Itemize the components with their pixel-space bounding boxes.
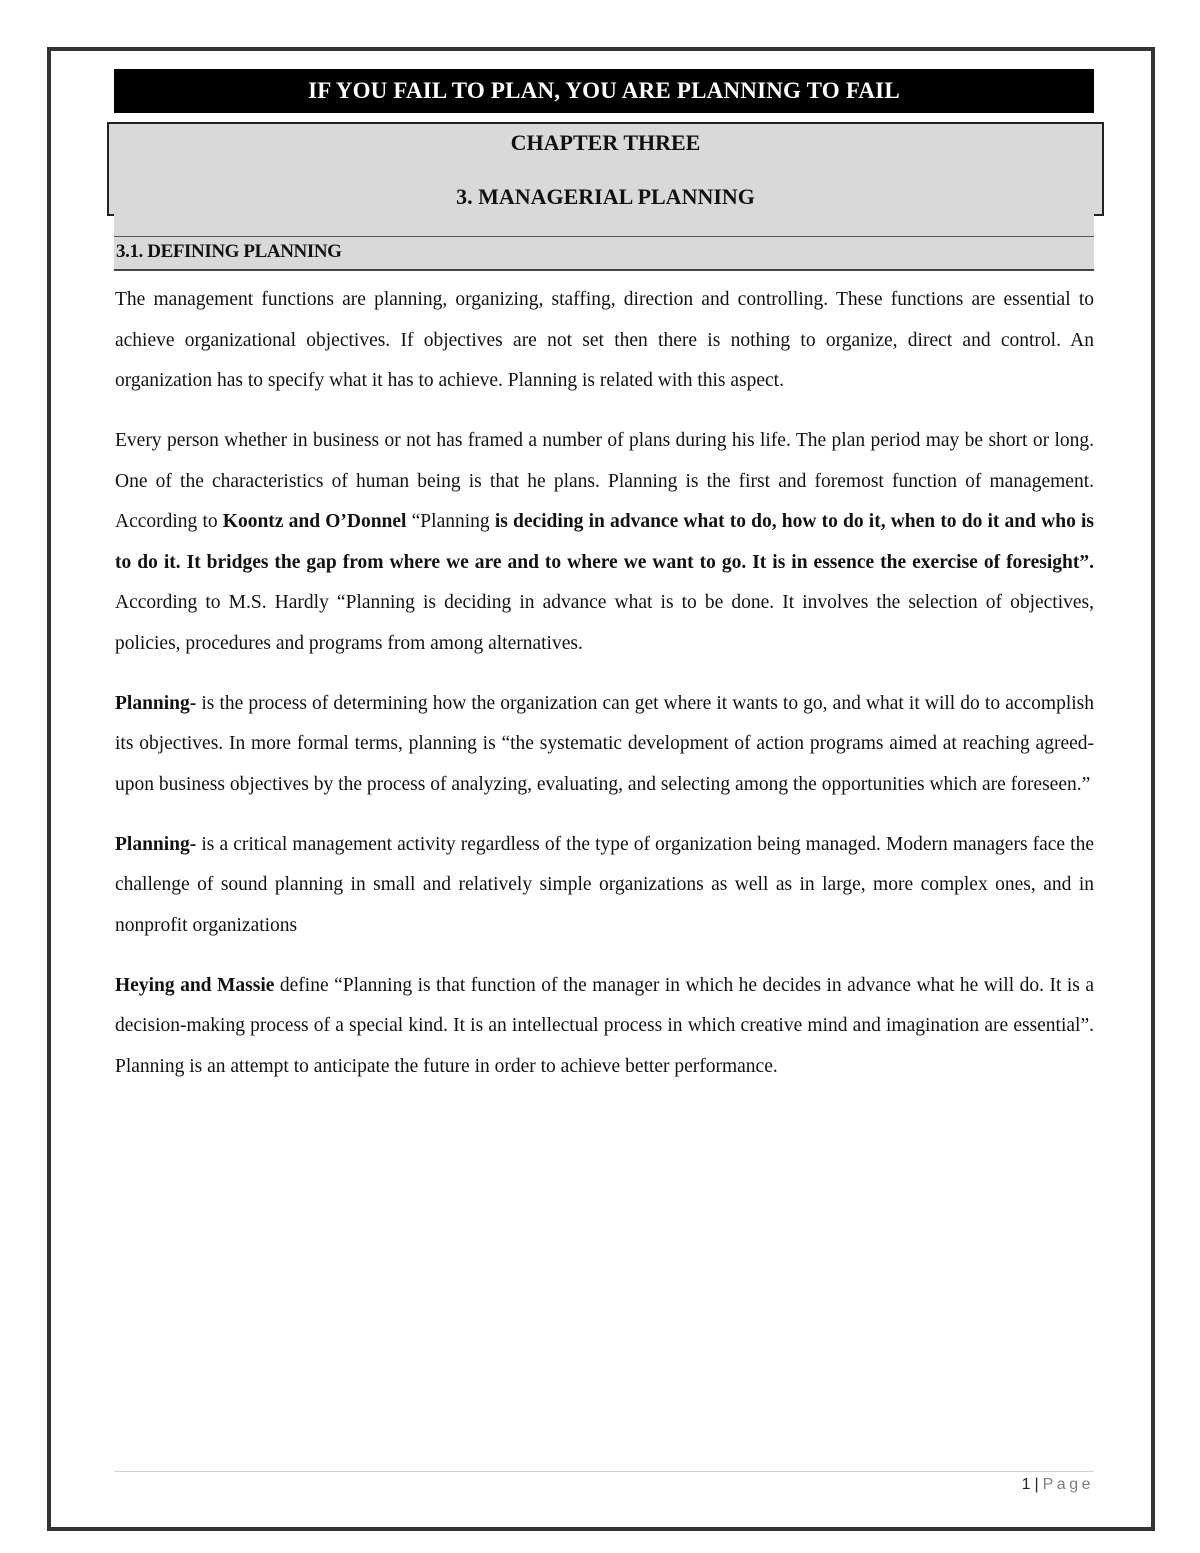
paragraph-5-term: Heying and Massie [115,974,275,996]
paragraph-2-text-e: According to M.S. Hardly “Planning is deciding in advance what is to be done. It involves the selection of objectives, policies, procedures and programs from among alternatives. [115,592,1094,654]
paragraph-5 [115,966,1094,1088]
paragraph-1 [115,280,1094,402]
section-rule-top [114,236,1094,237]
chapter-label: CHAPTER THREE [510,130,701,155]
chapter-title: 3. MANAGERIAL PLANNING [456,184,755,209]
section-heading: 3.1. DEFINING PLANNING [116,241,342,262]
page-number: 1 [1021,1476,1031,1493]
page-footer [1022,1476,1094,1494]
paragraph-4-term: Planning- [115,833,197,855]
paragraph-2-text-c: “Planning [406,511,495,532]
paragraph-2 [115,421,1094,664]
paragraph-3-text: is the process of determining how the organization can get where it wants to go, and what it will do to accomplish its objectives. In more formal terms, planning is “the systematic development of action programs aimed at reaching agreed-upon business objectives by the process of analyzing, evaluating, and selecting among the opportunities which are foreseen.” [115,692,1094,795]
footer-rule [114,1471,1094,1472]
paragraph-2-text-a: Every person whether in business or not has framed a number of plans during his life. The plan period may be short or long. One of the characteristics of human being is that he plans. Planning is the first and foremost function of management. According to [115,430,1094,532]
author-koontz-odonnel: Koontz and O’Donnel [222,511,407,532]
chapter-header-box [107,122,1104,216]
section-rule-bottom [114,269,1094,271]
paragraph-5-text: define “Planning is that function of the manager in which he decides in advance what he will do. It is a decision-making process of a special kind. It is an intellectual process in which creative mind and imagination are essential”. Planning is an attempt to anticipate the future in order to achieve better performance. [115,974,1095,1077]
paragraph-4-text: is a critical management activity regardless of the type of organization being managed. Modern managers face the challenge of sound planning in small and relatively simple organizations as well as in large, more complex ones, and in nonprofit organizations [115,833,1094,936]
page-label: Page [1042,1476,1094,1493]
planning-definition-quote: is deciding in advance what to do, how to do it, when to do it and who is to do it. It bridges the gap from where we are and to where we want to go. It is in essence the exercise of foresight”. [115,511,1094,573]
paragraph-1-text: The management functions are planning, organizing, staffing, direction and controlling. These functions are essential to achieve organizational objectives. If objectives are not set then there is nothing to organize, direct and control. An organization has to specify what it has to achieve. Planning is related with this aspect. [115,289,1094,391]
motto-banner: IF YOU FAIL TO PLAN, YOU ARE PLANNING TO FAIL [114,69,1094,113]
paragraph-4 [115,825,1094,947]
paragraph-3 [115,684,1094,806]
body-text [115,280,1094,1107]
paragraph-3-term: Planning- [115,692,197,714]
footer-separator: | [1034,1476,1039,1493]
